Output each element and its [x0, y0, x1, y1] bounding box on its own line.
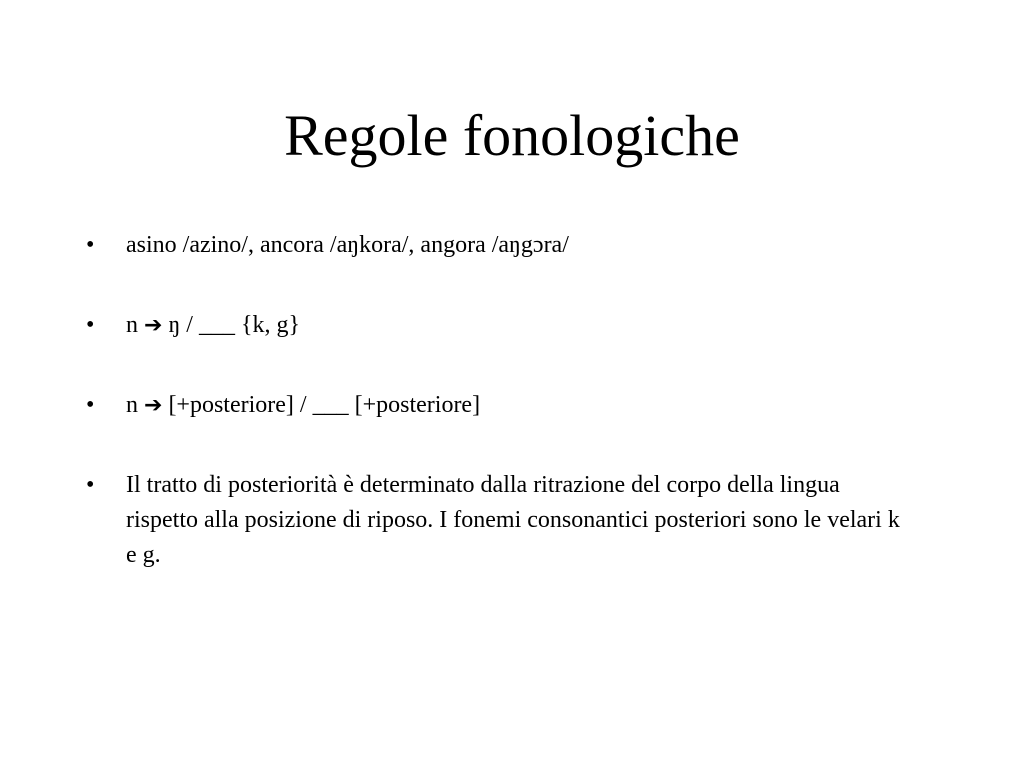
bullet-item-rule-posterior: [86, 388, 916, 423]
bullet-text: asino /azino/, ancora /aŋkora/, angora /aŋgɔra/: [126, 232, 569, 258]
bullet-item-explanation: [86, 468, 916, 573]
arrow-icon: ➔: [144, 313, 163, 338]
rule-output: [+posteriore] / ___ [+posteriore]: [162, 392, 481, 418]
rule-input: n: [126, 392, 144, 418]
rule-output: ŋ / ___ {k, g}: [162, 312, 301, 338]
rule-input: n: [126, 312, 144, 338]
bullet-marker: •: [86, 472, 95, 498]
bullet-marker: •: [86, 232, 95, 258]
bullet-item-examples: [86, 228, 916, 263]
bullet-list: [86, 228, 916, 618]
bullet-marker: •: [86, 392, 95, 418]
bullet-marker: •: [86, 312, 95, 338]
bullet-text: Il tratto di posteriorità è determinato dalla ritrazione del corpo della lingua rispetto alla posizione di riposo. I fonemi consonantici posteriori sono le velari k e g.: [126, 472, 900, 568]
bullet-item-rule-velar: [86, 308, 916, 343]
arrow-icon: ➔: [144, 393, 163, 418]
slide-title: Regole fonologiche: [284, 103, 740, 168]
